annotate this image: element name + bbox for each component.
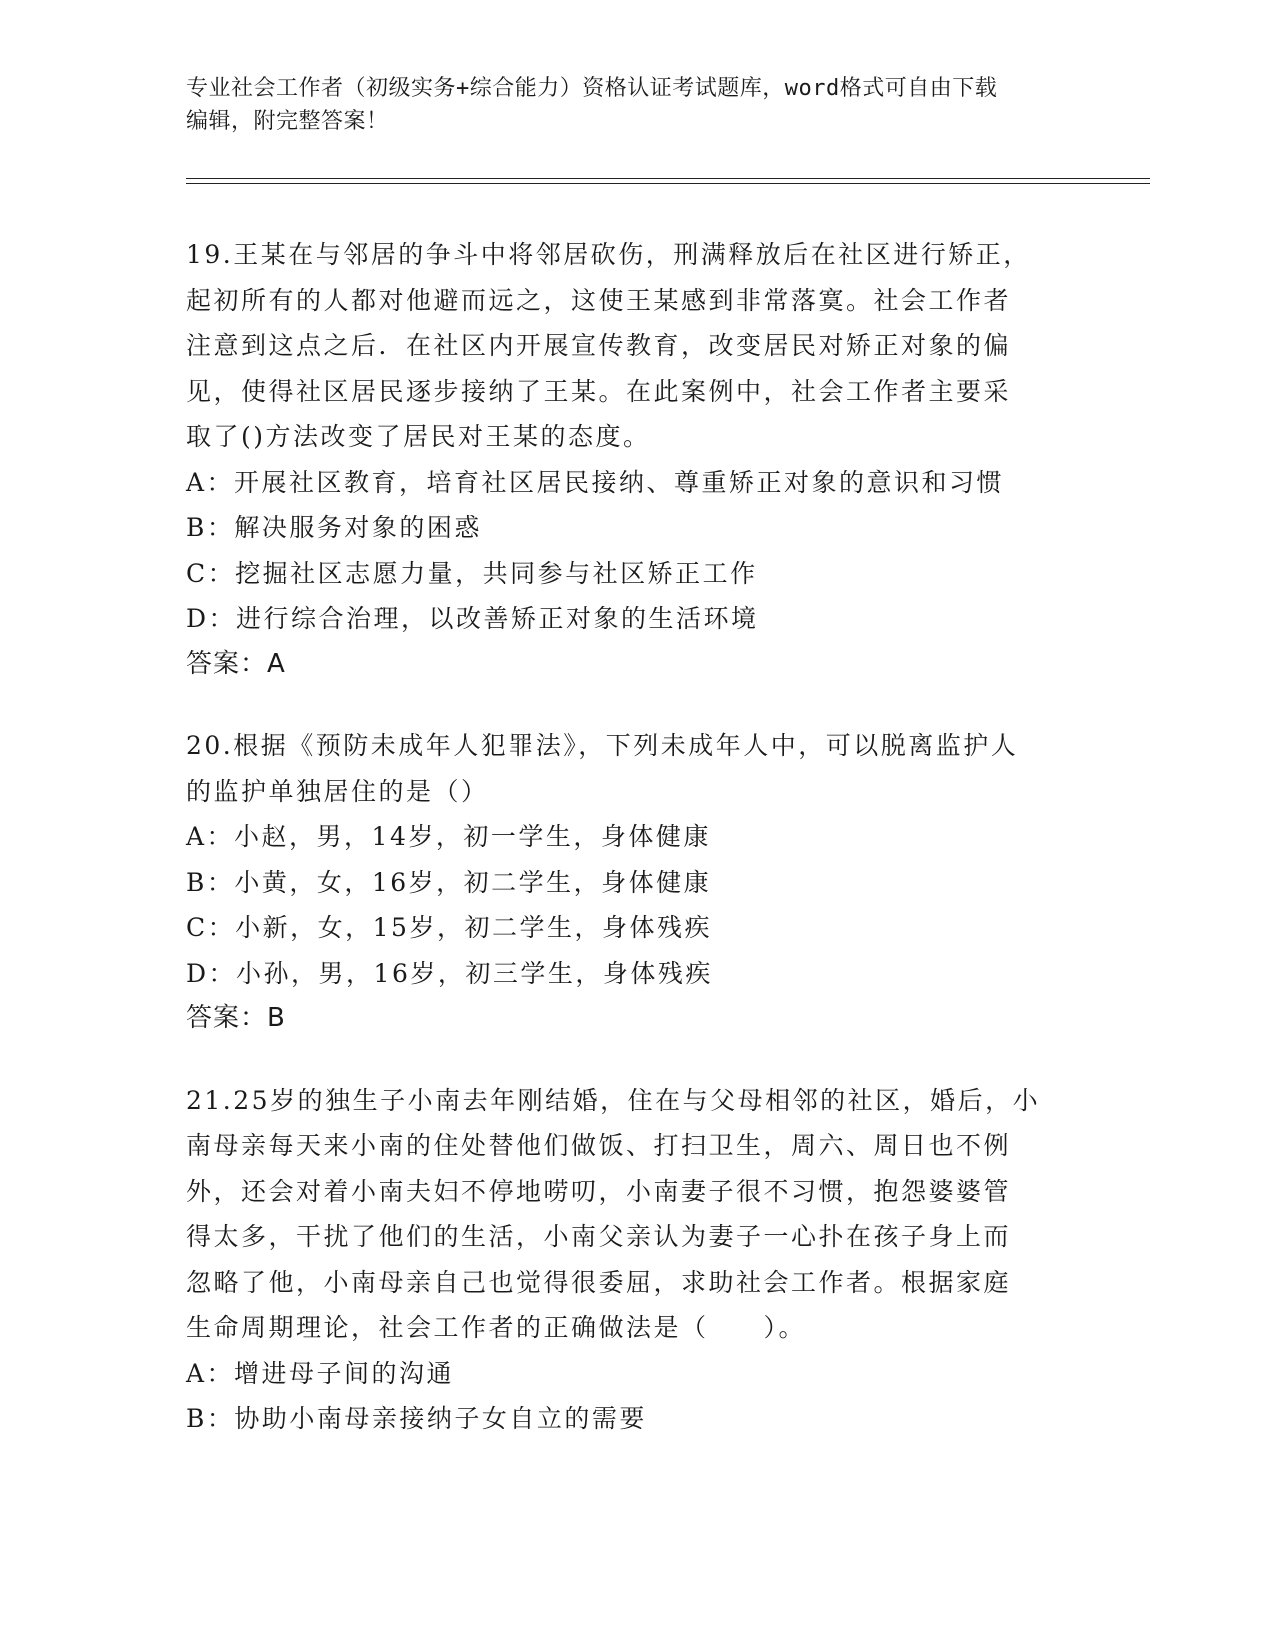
option-a: A：开展社区教育，培育社区居民接纳、尊重矫正对象的意识和习惯 — [186, 467, 1005, 497]
question-19 — [186, 232, 1086, 687]
option-a: A：增进母子间的沟通 — [186, 1358, 455, 1388]
question-text-line: 21.25岁的独生子小南去年刚结婚，住在与父母相邻的社区，婚后，小 — [186, 1085, 1041, 1115]
question-text-line: 忽略了他，小南母亲自己也觉得很委屈，求助社会工作者。根据家庭 — [186, 1267, 1012, 1297]
option-a: A：小赵，男，14岁，初一学生，身体健康 — [186, 822, 711, 851]
question-text-line: 注意到这点之后．在社区内开展宣传教育，改变居民对矫正对象的偏 — [186, 331, 1012, 360]
question-text-line: 外，还会对着小南夫妇不停地唠叨，小南妻子很不习惯，抱怨婆婆管 — [186, 1176, 1012, 1206]
question-text-line: 的监护单独居住的是（） — [186, 776, 489, 806]
question-text-line: 取了()方法改变了居民对王某的态度。 — [186, 422, 651, 451]
option-d: D：小孙，男，16岁，初三学生，身体残疾 — [186, 958, 713, 988]
question-text-line: 见，使得社区居民逐步接纳了王某。在此案例中，社会工作者主要采 — [186, 376, 1012, 406]
question-text-line: 19.王某在与邻居的争斗中将邻居砍伤，刑满释放后在社区进行矫正， — [186, 240, 1031, 269]
option-b: B：协助小南母亲接纳子女自立的需要 — [186, 1404, 647, 1433]
header-rule-top — [186, 178, 1150, 179]
question-text-line: 20.根据《预防未成年人犯罪法》，下列未成年人中，可以脱离监护人 — [186, 731, 1019, 760]
question-text-line: 起初所有的人都对他避而远之，这使王某感到非常落寞。社会工作者 — [186, 285, 1012, 315]
header-line-2: 编辑，附完整答案！ — [186, 109, 389, 134]
option-c: C：小新，女，15岁，初二学生，身体残疾 — [186, 913, 712, 942]
answer-label: 答案：A — [186, 648, 286, 679]
answer-label: 答案：B — [186, 1003, 286, 1033]
option-b: B：解决服务对象的困惑 — [186, 513, 482, 542]
document-header — [186, 72, 1086, 138]
question-list — [186, 232, 1086, 1478]
header-line-1: 专业社会工作者（初级实务+综合能力）资格认证考试题库，word格式可自由下载 — [186, 76, 998, 101]
option-b: B：小黄，女，16岁，初二学生，身体健康 — [186, 867, 712, 897]
question-text-line: 南母亲每天来小南的住处替他们做饭、打扫卫生，周六、周日也不例 — [186, 1131, 1012, 1160]
header-rule-bottom — [186, 183, 1150, 184]
question-text-line: 生命周期理论，社会工作者的正确做法是（ ）。 — [186, 1313, 807, 1342]
option-c: C：挖掘社区志愿力量，共同参与社区矫正工作 — [186, 558, 758, 588]
question-text-line: 得太多，干扰了他们的生活，小南父亲认为妻子一心扑在孩子身上而 — [186, 1222, 1012, 1251]
option-d: D：进行综合治理，以改善矫正对象的生活环境 — [186, 604, 759, 633]
question-21 — [186, 1078, 1086, 1442]
question-20 — [186, 723, 1086, 1042]
